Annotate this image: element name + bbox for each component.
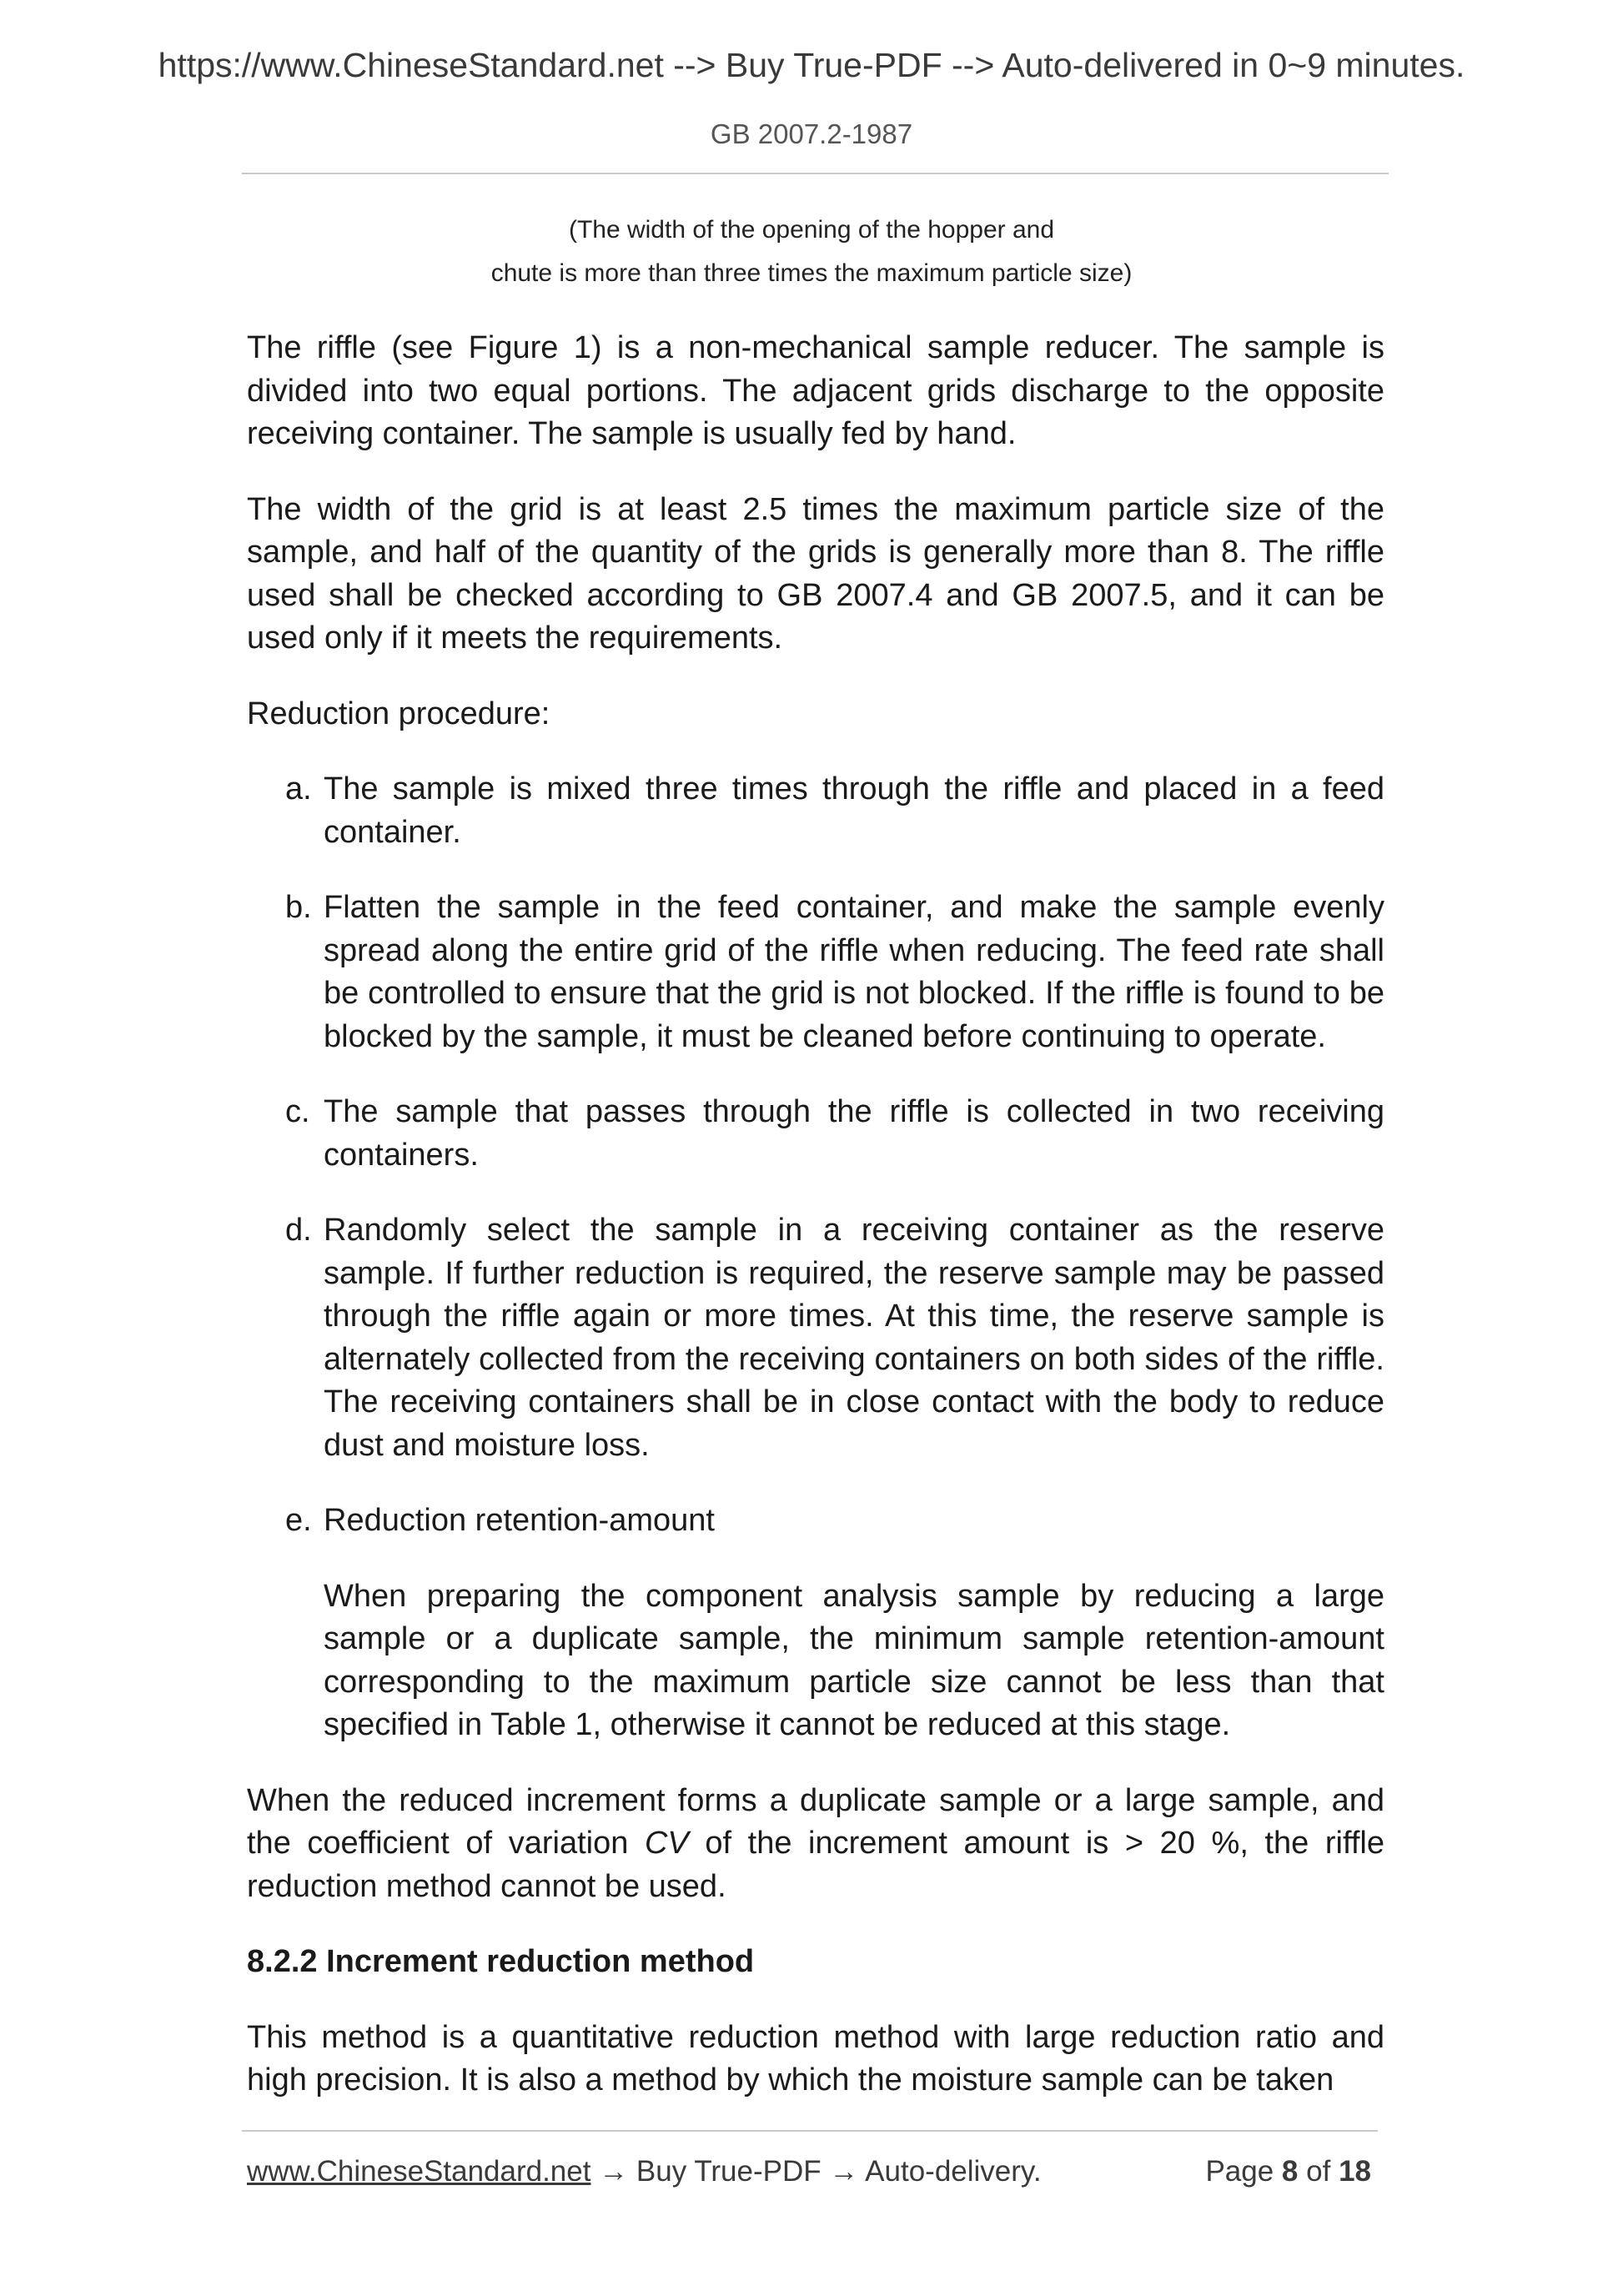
header-divider: [242, 173, 1389, 174]
footer-divider: [242, 2130, 1378, 2132]
document-body: [247, 327, 1384, 2135]
footer-tagline: → Buy True-PDF → Auto-delivery.: [590, 2155, 1042, 2188]
item-e-detail: When preparing the component analysis sample by reducing a large sample or a duplicate sample, the minimum sample retention-amount corresponding to the maximum particle size cannot be less than that specified in Table 1, otherwise it cannot be reduced at this stage.: [324, 1578, 1384, 1742]
list-marker: e.: [285, 1503, 312, 1538]
cv-text-after: of the increment amount is > 20 %, the riffle reduction method cannot be used.: [247, 1826, 1384, 1904]
document-code: GB 2007.2-1987: [710, 118, 913, 149]
cv-symbol: CV: [644, 1826, 689, 1861]
page-word: Page: [1205, 2155, 1274, 2188]
paragraph-riffle-description: The riffle (see Figure 1) is a non-mechanical sample reducer. The sample is divided into two equal portions. The adjacent grids discharge to the opposite receiving container. The sample is usually fed by hand.: [247, 330, 1384, 451]
cv-text-before: When the reduced increment forms a duplicate sample or a large sample, and the coefficient of variation: [247, 1782, 1384, 1861]
list-item-text: Flatten the sample in the feed container, and make the sample evenly spread along the entire grid of the riffle when reducing. The feed rate shall be controlled to ensure that the grid is not blocked. If the riffle is found to be blocked by the sample, it must be cleaned before continuing to operate.: [324, 890, 1384, 1054]
of-word: of: [1306, 2155, 1331, 2188]
footer-source: [247, 2153, 1042, 2190]
list-marker: d.: [285, 1213, 312, 1248]
list-item-text: Randomly select the sample in a receiving container as the reserve sample. If further reduction is required, the reserve sample may be passed through the riffle again or more times. At this time, the reserve sample is alternately collected from the receiving containers on both sides of the riffle. The receiving containers shall be in close contact with the body to reduce dust and moisture loss.: [324, 1213, 1384, 1463]
section-heading: 8.2.2 Increment reduction method: [247, 1944, 755, 1979]
paragraph-increment-method: This method is a quantitative reduction method with large reduction ratio and high precision. It is also a method by which the moisture sample can be taken: [247, 2019, 1384, 2098]
procedure-label: Reduction procedure:: [247, 696, 550, 731]
list-marker: c.: [285, 1094, 310, 1129]
footer-website-link[interactable]: www.ChineseStandard.net: [247, 2155, 591, 2188]
list-item-e: [247, 1500, 1384, 1543]
list-item-a: [247, 768, 1384, 854]
page-indicator: [1205, 2153, 1371, 2190]
list-item-b: [247, 887, 1384, 1058]
list-item-text: The sample that passes through the riffle is collected in two receiving containers.: [324, 1094, 1384, 1173]
total-pages-number: 18: [1339, 2155, 1371, 2188]
paragraph-coefficient-of-variation: [247, 1780, 1384, 1909]
figure-caption-line-2: chute is more than three times the maximum particle size): [490, 259, 1133, 287]
figure-caption-line-1: (The width of the opening of the hopper and: [568, 216, 1055, 244]
list-marker: b.: [285, 890, 312, 925]
list-marker: a.: [285, 771, 312, 806]
current-page-number: 8: [1281, 2155, 1299, 2188]
top-banner: https://www.ChineseStandard.net --> Buy True-PDF --> Auto-delivered in 0~9 minutes.: [158, 46, 1465, 84]
list-item-d: [247, 1209, 1384, 1467]
paragraph-grid-width: The width of the grid is at least 2.5 times the maximum particle size of the sample, and half of the quantity of the grids is generally more than 8. The riffle used shall be checked according to GB 2007.4 and GB 2007.5, and it can be used only if it meets the requirements.: [247, 491, 1384, 656]
list-item-c: [247, 1091, 1384, 1177]
list-item-text: Reduction retention-amount: [324, 1503, 715, 1538]
list-item-text: The sample is mixed three times through the riffle and placed in a feed container.: [324, 771, 1384, 850]
